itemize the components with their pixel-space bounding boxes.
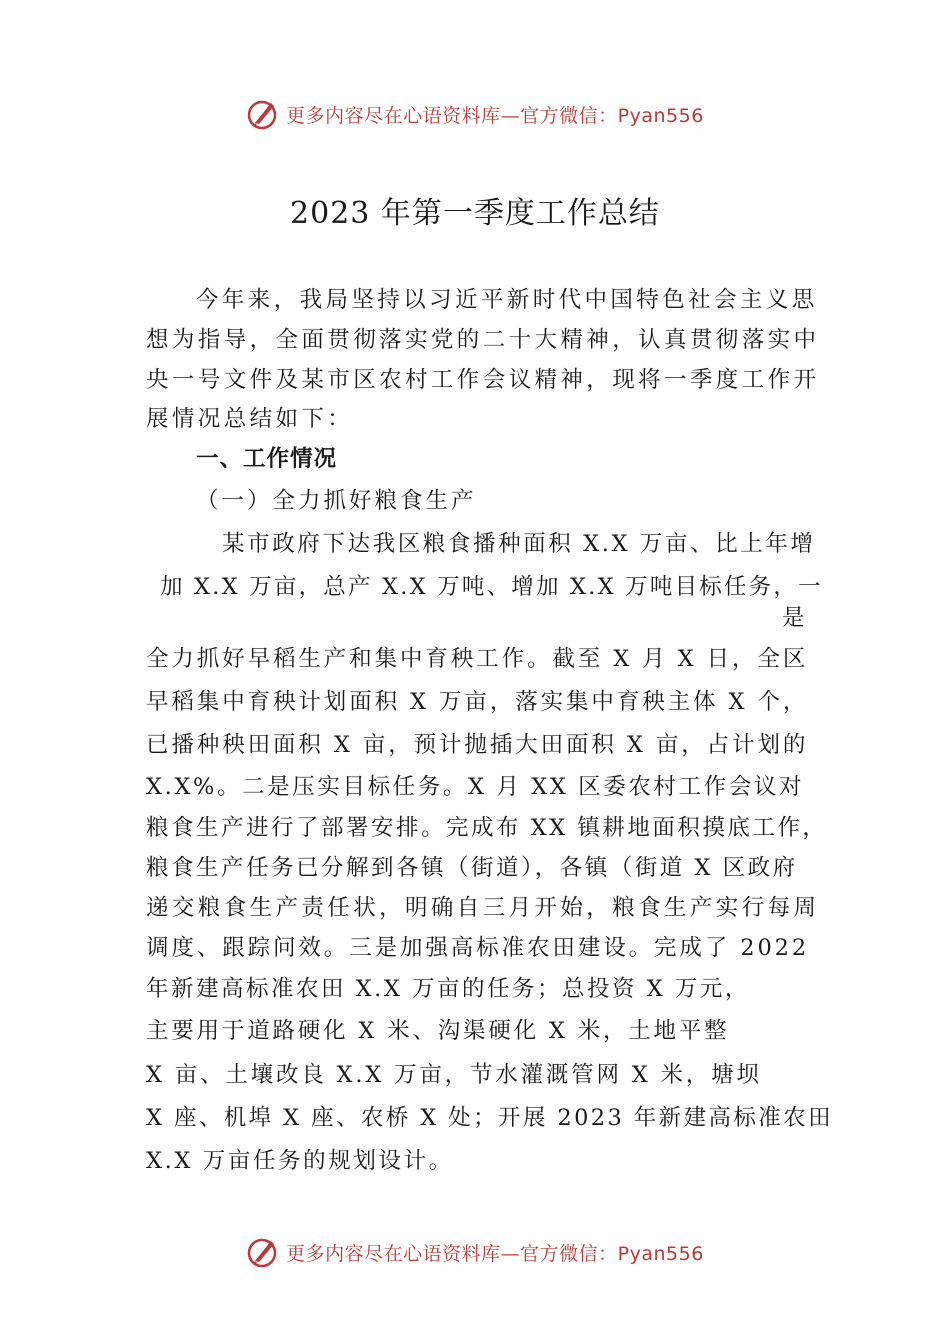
paragraph-line: 递交粮食生产责任状，明确自三月开始，粮食生产实行每周 xyxy=(146,895,820,921)
paragraph-line: 展情况总结如下： xyxy=(146,406,354,432)
watermark-text xyxy=(286,101,704,128)
paragraph-line: X 亩、土壤改良 X.X 万亩，节水灌溉管网 X 米，塘坝 xyxy=(146,1062,762,1088)
paragraph-line: X 座、机埠 X 座、农桥 X 处；开展 2023 年新建高标准农田 xyxy=(146,1105,833,1131)
paragraph-line: 是 xyxy=(782,605,808,631)
watermark-text xyxy=(286,1239,704,1266)
paragraph-line: 年新建高标准农田 X.X 万亩的任务；总投资 X 万元， xyxy=(146,976,750,1002)
paragraph-line: 已播种秧田面积 X 亩，预计抛插大田面积 X 亩，占计划的 xyxy=(146,732,809,758)
paragraph-line: 粮食生产进行了部署安排。完成布 XX 镇耕地面积摸底工作， xyxy=(146,815,828,841)
paragraph-line: 早稻集中育秧计划面积 X 万亩，落实集中育秧主体 X 个， xyxy=(146,689,809,715)
watermark-account: Pyan556 xyxy=(617,1242,704,1265)
paragraph-line: 想为指导，全面贯彻落实党的二十大精神，认真贯彻落实中 xyxy=(146,327,820,353)
watermark-account: Pyan556 xyxy=(617,104,704,127)
document-title: 2023 年第一季度工作总结 xyxy=(290,196,660,231)
quill-pen-circle-icon xyxy=(246,97,280,131)
paragraph-line: 主要用于道路硬化 X 米、沟渠硬化 X 米，土地平整 xyxy=(146,1018,730,1044)
paragraph-line: 央一号文件及某市区农村工作会议精神，现将一季度工作开 xyxy=(146,367,820,393)
paragraph-line: 加 X.X 万亩，总产 X.X 万吨、增加 X.X 万吨目标任务，一 xyxy=(160,574,823,600)
paragraph-line: 今年来，我局坚持以习近平新时代中国特色社会主义思 xyxy=(196,287,818,313)
paragraph-line: 某市政府下达我区粮食播种面积 X.X 万亩、比上年增 xyxy=(222,531,816,557)
watermark-brand: 更多内容尽在心语资料库—官方微信： xyxy=(286,104,618,127)
paragraph-line: 粮食生产任务已分解到各镇（街道），各镇（街道 X 区政府 xyxy=(146,855,798,881)
quill-pen-circle-icon xyxy=(246,1235,280,1269)
paragraph-line: X.X 万亩任务的规划设计。 xyxy=(146,1148,454,1174)
paragraph-line: X.X%。二是压实目标任务。X 月 XX 区委农村工作会议对 xyxy=(146,774,805,800)
paragraph-line: 全力抓好早稻生产和集中育秧工作。截至 X 月 X 日，全区 xyxy=(146,646,809,672)
watermark-footer xyxy=(0,1232,950,1272)
watermark-brand: 更多内容尽在心语资料库—官方微信： xyxy=(286,1242,618,1265)
paragraph-line: 调度、跟踪问效。三是加强高标准农田建设。完成了 2022 xyxy=(146,935,810,961)
section-heading: 一、工作情况 xyxy=(196,446,338,472)
subsection-heading: （一）全力抓好粮食生产 xyxy=(196,488,477,514)
watermark-header xyxy=(0,94,950,134)
